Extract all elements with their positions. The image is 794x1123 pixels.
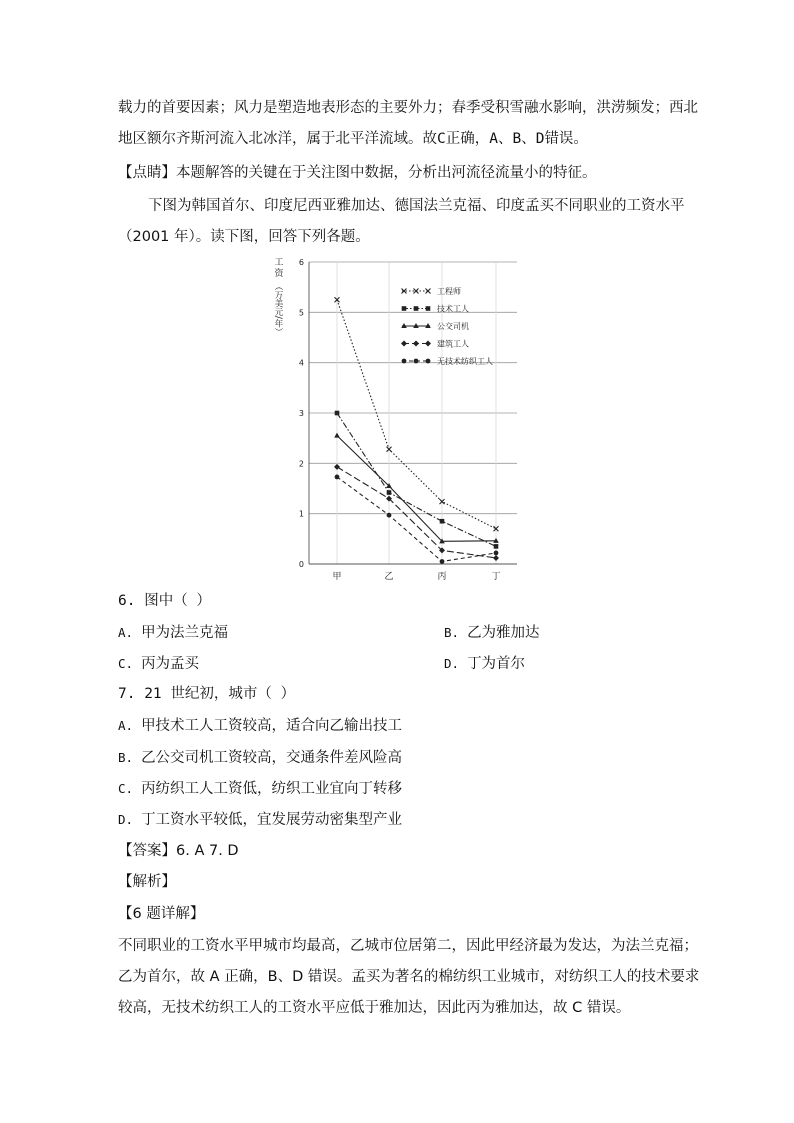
q6-option-d-letter: D.: [444, 656, 460, 671]
intro-line-1: 下图为韩国首尔、印度尼西亚雅加达、德国法兰克福、印度孟买不同职业的工资水平: [148, 198, 685, 214]
legend-label: 工程师: [437, 287, 461, 296]
legend-label: 技术工人: [437, 304, 469, 314]
data-point: [334, 433, 340, 438]
q7-option-c-letter: C.: [118, 781, 134, 796]
q6-option-c-text: 丙为孟买: [141, 656, 200, 672]
q6-option-a: [118, 623, 228, 643]
paragraph-line-2-wrong: 错误。: [544, 131, 588, 147]
q6-option-a-letter: A.: [118, 625, 134, 640]
detail-line-2: 乙为首尔，故 A 正确，B、D 错误。孟买为著名的棉纺织工业城市，对纺织工人的技术要求: [118, 969, 700, 985]
q7-option-a-letter: A.: [118, 718, 134, 733]
option-ref-c: C: [437, 131, 446, 147]
paragraph-line-2-text: 地区额尔齐斯河流入北冰洋，属于北平洋流域。故: [118, 131, 437, 147]
legend-marker: [402, 359, 407, 364]
q7-option-b-text: 乙公交司机工资较高，交通条件差风险高: [141, 750, 403, 766]
legend-marker: [402, 306, 407, 311]
x-tick-label: 丁: [491, 572, 501, 582]
q6-option-c-letter: C.: [118, 656, 134, 671]
legend-marker: [414, 289, 419, 294]
legend-marker: [426, 359, 431, 364]
q6-stem: 6. 图中（ ）: [118, 593, 211, 609]
data-point: [335, 411, 340, 416]
q7-option-d-text: 丁工资水平较低，宜发展劳动密集型产业: [141, 812, 403, 828]
detail-line-1: 不同职业的工资水平甲城市均最高，乙城市位居第二，因此甲经济最为发达，为法兰克福；: [118, 938, 698, 954]
q7-stem: 7. 21 世纪初，城市（ ）: [118, 686, 296, 702]
chart-canvas: [272, 254, 534, 586]
y-axis-title: 工资: [274, 258, 284, 279]
intro-line-2: （2001 年）。读下图，回答下列各题。: [118, 229, 370, 245]
q7-option-d-letter: D.: [118, 812, 134, 827]
y-tick-label: 1: [298, 509, 304, 519]
q6-option-b-text: 乙为雅加达: [467, 625, 540, 641]
q6-option-c: [118, 654, 199, 674]
option-ref-abd: A、B、D: [489, 131, 545, 147]
data-point: [440, 559, 445, 564]
x-tick-label: 丙: [437, 572, 447, 582]
answer-line: 【答案】6. A 7. D: [118, 843, 239, 859]
data-point: [334, 464, 340, 470]
y-axis-unit: （万美元/年）: [273, 282, 283, 336]
q7-option-c-text: 丙纺织工人工资低，纺织工业宜向丁转移: [141, 781, 403, 797]
data-point: [335, 475, 340, 480]
q7-option-d: [118, 810, 402, 830]
q6-option-a-text: 甲为法兰克福: [141, 625, 229, 641]
data-point: [494, 551, 499, 556]
paragraph-line-2: [118, 129, 688, 149]
legend-marker: [426, 289, 431, 294]
q7-option-b: [118, 748, 402, 768]
q6-option-b-letter: B.: [444, 625, 460, 640]
y-tick-label: 6: [298, 258, 304, 267]
wage-chart: [272, 254, 534, 586]
legend-marker: [413, 341, 419, 347]
paragraph-line-2-correct: 正确，: [445, 131, 490, 147]
q7-option-a-text: 甲技术工人工资较高，适合向乙输出技工: [141, 718, 403, 734]
series-line: [337, 467, 496, 558]
legend-marker: [426, 306, 431, 311]
data-point: [494, 544, 499, 549]
analysis-title: 【解析】: [118, 874, 176, 890]
series-line: [337, 477, 496, 562]
legend-label: 无技术纺织工人: [437, 357, 493, 366]
data-point: [493, 555, 499, 561]
legend-marker: [414, 359, 419, 364]
q7-option-a: [118, 716, 402, 736]
detail-title: 【6 题详解】: [118, 906, 205, 922]
legend-marker: [401, 341, 407, 347]
y-tick-label: 3: [298, 409, 304, 418]
legend-label: 公交司机: [437, 322, 469, 331]
y-tick-label: 0: [298, 560, 304, 569]
series-line: [337, 436, 496, 542]
paragraph-line-1: 载力的首要因素；风力是塑造地表形态的主要外力；春季受积雪融水影响，洪涝频发；西北: [118, 100, 698, 116]
y-tick-label: 2: [298, 459, 304, 469]
q6-option-d: [444, 654, 525, 674]
y-tick-label: 4: [298, 358, 304, 368]
y-tick-label: 5: [298, 308, 304, 318]
q6-option-d-text: 丁为首尔: [467, 656, 526, 672]
detail-line-3: 较高，无技术纺织工人的工资水平应低于雅加达，因此丙为雅加达，故 C 错误。: [118, 1000, 631, 1016]
q7-option-b-letter: B.: [118, 750, 134, 765]
series-line: [337, 413, 496, 546]
data-point: [387, 513, 392, 518]
x-tick-label: 乙: [384, 572, 394, 582]
legend-marker: [414, 306, 419, 311]
data-point: [440, 519, 445, 524]
legend-marker: [425, 341, 431, 347]
q7-option-c: [118, 779, 402, 799]
dianjing-note: 【点睛】本题解答的关键在于关注图中数据，分析出河流径流量小的特征。: [118, 165, 597, 181]
legend-label: 建筑工人: [437, 339, 469, 349]
data-point: [387, 490, 392, 495]
x-tick-label: 甲: [332, 572, 342, 582]
q6-option-b: [444, 623, 540, 643]
